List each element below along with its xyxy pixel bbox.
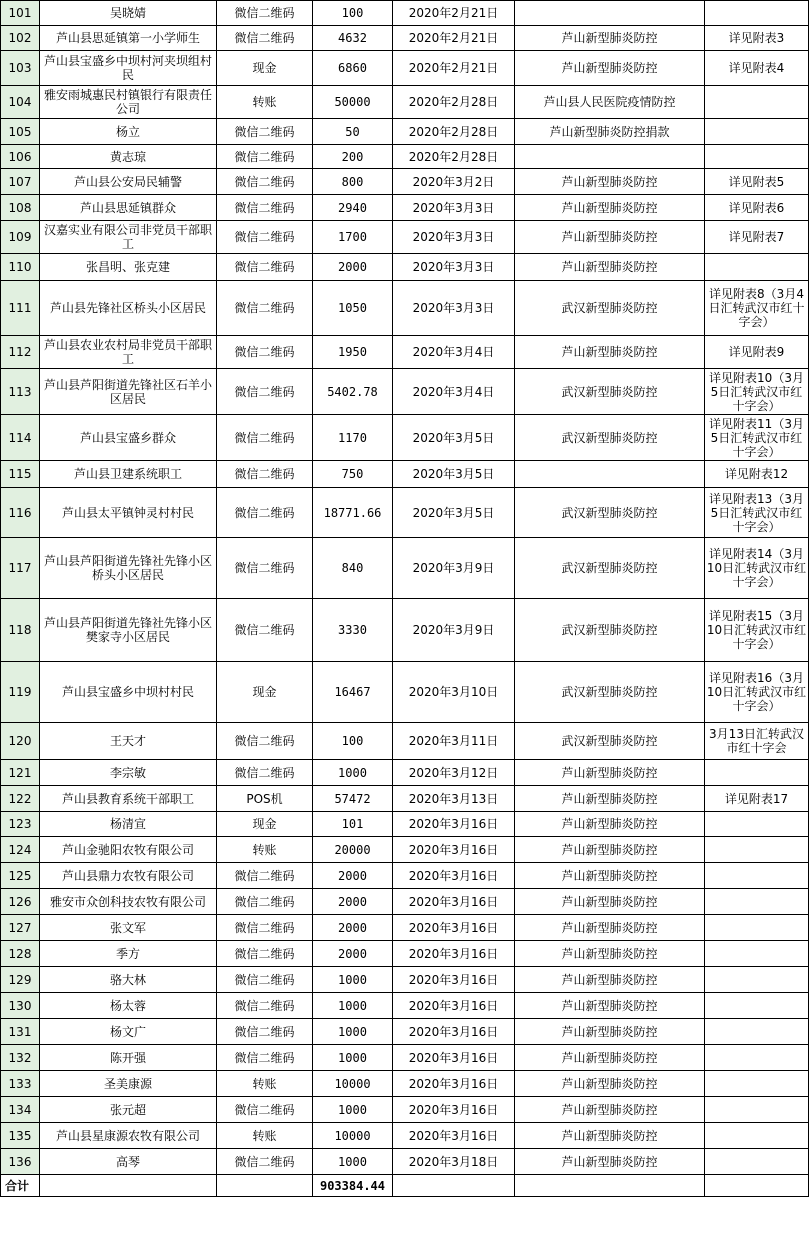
note-cell: 详见附表5: [705, 169, 809, 195]
method-cell: 微信二维码: [217, 369, 313, 415]
amount-cell: 57472: [313, 786, 393, 812]
amount-cell: 1000: [313, 967, 393, 993]
purpose-cell: 武汉新型肺炎防控: [515, 488, 705, 538]
method-cell: 微信二维码: [217, 281, 313, 336]
donor-cell: 骆大林: [40, 967, 217, 993]
method-cell: 转账: [217, 1123, 313, 1149]
note-cell: [705, 254, 809, 281]
purpose-cell: 武汉新型肺炎防控: [515, 369, 705, 415]
note-cell: 详见附表7: [705, 221, 809, 254]
total-empty-cell: [515, 1175, 705, 1197]
date-cell: 2020年3月5日: [393, 488, 515, 538]
amount-cell: 5402.78: [313, 369, 393, 415]
purpose-cell: 芦山新型肺炎防控: [515, 221, 705, 254]
donor-cell: 芦山县先锋社区桥头小区居民: [40, 281, 217, 336]
table-row: [1, 281, 809, 336]
amount-cell: 2000: [313, 941, 393, 967]
date-cell: 2020年3月3日: [393, 221, 515, 254]
date-cell: 2020年3月5日: [393, 461, 515, 488]
purpose-cell: 武汉新型肺炎防控: [515, 599, 705, 662]
table-row: [1, 254, 809, 281]
date-cell: 2020年2月28日: [393, 86, 515, 119]
method-cell: 微信二维码: [217, 119, 313, 145]
purpose-cell: 武汉新型肺炎防控: [515, 538, 705, 599]
note-cell: [705, 86, 809, 119]
method-cell: 转账: [217, 86, 313, 119]
amount-cell: 18771.66: [313, 488, 393, 538]
purpose-cell: 芦山新型肺炎防控: [515, 786, 705, 812]
date-cell: 2020年3月9日: [393, 599, 515, 662]
method-cell: 现金: [217, 812, 313, 837]
table-row: [1, 195, 809, 221]
table-row: [1, 1149, 809, 1175]
purpose-cell: 芦山新型肺炎防控: [515, 51, 705, 86]
method-cell: 微信二维码: [217, 599, 313, 662]
donor-cell: 杨清宣: [40, 812, 217, 837]
purpose-cell: 芦山新型肺炎防控: [515, 1045, 705, 1071]
method-cell: 现金: [217, 51, 313, 86]
note-cell: 详见附表10（3月5日汇转武汉市红十字会）: [705, 369, 809, 415]
note-cell: 详见附表16（3月10日汇转武汉市红十字会）: [705, 662, 809, 723]
amount-cell: 50: [313, 119, 393, 145]
row-number-cell: 107: [1, 169, 40, 195]
method-cell: 转账: [217, 1071, 313, 1097]
row-number-cell: 124: [1, 837, 40, 863]
note-cell: [705, 941, 809, 967]
note-cell: [705, 993, 809, 1019]
row-number-cell: 131: [1, 1019, 40, 1045]
row-number-cell: 126: [1, 889, 40, 915]
note-cell: [705, 863, 809, 889]
amount-cell: 2940: [313, 195, 393, 221]
method-cell: 现金: [217, 662, 313, 723]
table-row: [1, 889, 809, 915]
donor-cell: 张文军: [40, 915, 217, 941]
method-cell: 微信二维码: [217, 967, 313, 993]
row-number-cell: 109: [1, 221, 40, 254]
amount-cell: 20000: [313, 837, 393, 863]
donor-cell: 雅安市众创科技农牧有限公司: [40, 889, 217, 915]
purpose-cell: 武汉新型肺炎防控: [515, 723, 705, 760]
purpose-cell: [515, 1, 705, 26]
date-cell: 2020年3月16日: [393, 967, 515, 993]
purpose-cell: 芦山新型肺炎防控捐款: [515, 119, 705, 145]
method-cell: 微信二维码: [217, 169, 313, 195]
table-row: [1, 221, 809, 254]
table-row: [1, 336, 809, 369]
donor-cell: 芦山县芦阳街道先锋社区石羊小区居民: [40, 369, 217, 415]
note-cell: 详见附表8（3月4日汇转武汉市红十字会）: [705, 281, 809, 336]
method-cell: 微信二维码: [217, 760, 313, 786]
donor-cell: 芦山金驰阳农牧有限公司: [40, 837, 217, 863]
purpose-cell: 芦山新型肺炎防控: [515, 1097, 705, 1123]
row-number-cell: 129: [1, 967, 40, 993]
note-cell: 详见附表11（3月5日汇转武汉市红十字会）: [705, 415, 809, 461]
total-empty-cell: [393, 1175, 515, 1197]
date-cell: 2020年3月16日: [393, 915, 515, 941]
purpose-cell: 芦山新型肺炎防控: [515, 941, 705, 967]
note-cell: 详见附表15（3月10日汇转武汉市红十字会）: [705, 599, 809, 662]
note-cell: 详见附表6: [705, 195, 809, 221]
amount-cell: 1000: [313, 1045, 393, 1071]
date-cell: 2020年3月16日: [393, 1071, 515, 1097]
method-cell: 微信二维码: [217, 488, 313, 538]
table-body: [1, 1, 809, 1175]
note-cell: [705, 837, 809, 863]
method-cell: 微信二维码: [217, 461, 313, 488]
donor-cell: 吴晓婧: [40, 1, 217, 26]
table-row: [1, 26, 809, 51]
date-cell: 2020年2月28日: [393, 145, 515, 169]
row-number-cell: 121: [1, 760, 40, 786]
date-cell: 2020年3月11日: [393, 723, 515, 760]
note-cell: [705, 967, 809, 993]
table-row: [1, 538, 809, 599]
row-number-cell: 115: [1, 461, 40, 488]
row-number-cell: 111: [1, 281, 40, 336]
date-cell: 2020年3月13日: [393, 786, 515, 812]
amount-cell: 100: [313, 723, 393, 760]
donor-cell: 芦山县思延镇群众: [40, 195, 217, 221]
method-cell: 微信二维码: [217, 254, 313, 281]
total-empty-cell: [217, 1175, 313, 1197]
donor-cell: 雅安雨城惠民村镇银行有限责任公司: [40, 86, 217, 119]
purpose-cell: [515, 145, 705, 169]
amount-cell: 1000: [313, 1019, 393, 1045]
purpose-cell: 芦山新型肺炎防控: [515, 26, 705, 51]
table-row: [1, 786, 809, 812]
date-cell: 2020年3月4日: [393, 336, 515, 369]
table-row: [1, 1071, 809, 1097]
method-cell: 微信二维码: [217, 538, 313, 599]
note-cell: 详见附表12: [705, 461, 809, 488]
purpose-cell: 芦山新型肺炎防控: [515, 967, 705, 993]
total-empty-cell: [705, 1175, 809, 1197]
amount-cell: 1050: [313, 281, 393, 336]
table-row: [1, 51, 809, 86]
table-row: [1, 145, 809, 169]
date-cell: 2020年3月4日: [393, 369, 515, 415]
row-number-cell: 106: [1, 145, 40, 169]
purpose-cell: 芦山新型肺炎防控: [515, 863, 705, 889]
amount-cell: 2000: [313, 889, 393, 915]
method-cell: 微信二维码: [217, 1, 313, 26]
row-number-cell: 120: [1, 723, 40, 760]
note-cell: 详见附表13（3月5日汇转武汉市红十字会）: [705, 488, 809, 538]
amount-cell: 101: [313, 812, 393, 837]
date-cell: 2020年3月12日: [393, 760, 515, 786]
donor-cell: 芦山县宝盛乡群众: [40, 415, 217, 461]
total-amount: 903384.44: [313, 1175, 393, 1197]
table-row: [1, 1045, 809, 1071]
date-cell: 2020年3月16日: [393, 812, 515, 837]
purpose-cell: [515, 461, 705, 488]
table-row: [1, 1097, 809, 1123]
donor-cell: 芦山县芦阳街道先锋社先锋小区樊家寺小区居民: [40, 599, 217, 662]
table-row: [1, 169, 809, 195]
method-cell: 微信二维码: [217, 889, 313, 915]
table-row: [1, 662, 809, 723]
table-row: [1, 993, 809, 1019]
amount-cell: 2000: [313, 863, 393, 889]
date-cell: 2020年3月16日: [393, 1045, 515, 1071]
method-cell: 微信二维码: [217, 863, 313, 889]
amount-cell: 50000: [313, 86, 393, 119]
table-row: [1, 119, 809, 145]
amount-cell: 2000: [313, 915, 393, 941]
row-number-cell: 112: [1, 336, 40, 369]
row-number-cell: 130: [1, 993, 40, 1019]
purpose-cell: 芦山新型肺炎防控: [515, 889, 705, 915]
amount-cell: 750: [313, 461, 393, 488]
note-cell: [705, 812, 809, 837]
purpose-cell: 芦山新型肺炎防控: [515, 837, 705, 863]
amount-cell: 1000: [313, 993, 393, 1019]
purpose-cell: 芦山新型肺炎防控: [515, 1149, 705, 1175]
donor-cell: 芦山县芦阳街道先锋社先锋小区桥头小区居民: [40, 538, 217, 599]
amount-cell: 1000: [313, 760, 393, 786]
row-number-cell: 101: [1, 1, 40, 26]
row-number-cell: 114: [1, 415, 40, 461]
method-cell: 微信二维码: [217, 723, 313, 760]
total-row: [1, 1175, 809, 1197]
note-cell: [705, 1071, 809, 1097]
row-number-cell: 127: [1, 915, 40, 941]
table-row: [1, 488, 809, 538]
row-number-cell: 123: [1, 812, 40, 837]
table-row: [1, 967, 809, 993]
note-cell: [705, 915, 809, 941]
method-cell: 微信二维码: [217, 1045, 313, 1071]
purpose-cell: 芦山新型肺炎防控: [515, 915, 705, 941]
donor-cell: 芦山县太平镇钟灵村村民: [40, 488, 217, 538]
donor-cell: 芦山县宝盛乡中坝村村民: [40, 662, 217, 723]
note-cell: [705, 1, 809, 26]
purpose-cell: 芦山新型肺炎防控: [515, 1071, 705, 1097]
note-cell: 详见附表3: [705, 26, 809, 51]
method-cell: 微信二维码: [217, 1149, 313, 1175]
purpose-cell: 武汉新型肺炎防控: [515, 662, 705, 723]
donor-cell: 王天才: [40, 723, 217, 760]
amount-cell: 1170: [313, 415, 393, 461]
date-cell: 2020年3月18日: [393, 1149, 515, 1175]
note-cell: 详见附表9: [705, 336, 809, 369]
purpose-cell: 武汉新型肺炎防控: [515, 281, 705, 336]
row-number-cell: 134: [1, 1097, 40, 1123]
donor-cell: 芦山县星康源农牧有限公司: [40, 1123, 217, 1149]
table-row: [1, 812, 809, 837]
donor-cell: 杨立: [40, 119, 217, 145]
method-cell: 微信二维码: [217, 1097, 313, 1123]
table-row: [1, 941, 809, 967]
amount-cell: 1700: [313, 221, 393, 254]
note-cell: [705, 1045, 809, 1071]
donor-cell: 芦山县农业农村局非党员干部职工: [40, 336, 217, 369]
note-cell: [705, 1097, 809, 1123]
table-row: [1, 915, 809, 941]
method-cell: 微信二维码: [217, 26, 313, 51]
date-cell: 2020年3月2日: [393, 169, 515, 195]
date-cell: 2020年2月28日: [393, 119, 515, 145]
method-cell: 微信二维码: [217, 336, 313, 369]
note-cell: [705, 119, 809, 145]
method-cell: 微信二维码: [217, 221, 313, 254]
amount-cell: 840: [313, 538, 393, 599]
row-number-cell: 128: [1, 941, 40, 967]
purpose-cell: 芦山新型肺炎防控: [515, 993, 705, 1019]
donor-cell: 高琴: [40, 1149, 217, 1175]
date-cell: 2020年3月3日: [393, 195, 515, 221]
donor-cell: 芦山县卫建系统职工: [40, 461, 217, 488]
amount-cell: 16467: [313, 662, 393, 723]
table-row: [1, 837, 809, 863]
date-cell: 2020年3月16日: [393, 941, 515, 967]
date-cell: 2020年3月16日: [393, 993, 515, 1019]
amount-cell: 800: [313, 169, 393, 195]
amount-cell: 6860: [313, 51, 393, 86]
row-number-cell: 103: [1, 51, 40, 86]
row-number-cell: 116: [1, 488, 40, 538]
date-cell: 2020年2月21日: [393, 26, 515, 51]
total-label: 合计: [1, 1175, 40, 1197]
purpose-cell: 芦山新型肺炎防控: [515, 195, 705, 221]
donor-cell: 汉嘉实业有限公司非党员干部职工: [40, 221, 217, 254]
row-number-cell: 133: [1, 1071, 40, 1097]
amount-cell: 1000: [313, 1097, 393, 1123]
amount-cell: 1000: [313, 1149, 393, 1175]
donor-cell: 杨文广: [40, 1019, 217, 1045]
method-cell: 微信二维码: [217, 915, 313, 941]
row-number-cell: 122: [1, 786, 40, 812]
row-number-cell: 104: [1, 86, 40, 119]
method-cell: 微信二维码: [217, 993, 313, 1019]
donor-cell: 陈开强: [40, 1045, 217, 1071]
date-cell: 2020年3月16日: [393, 1019, 515, 1045]
table-row: [1, 415, 809, 461]
donor-cell: 芦山县教育系统干部职工: [40, 786, 217, 812]
purpose-cell: 芦山新型肺炎防控: [515, 812, 705, 837]
note-cell: 详见附表17: [705, 786, 809, 812]
note-cell: [705, 1019, 809, 1045]
donor-cell: 芦山县鼎力农牧有限公司: [40, 863, 217, 889]
date-cell: 2020年3月3日: [393, 254, 515, 281]
purpose-cell: 芦山新型肺炎防控: [515, 169, 705, 195]
donor-cell: 张元超: [40, 1097, 217, 1123]
note-cell: [705, 145, 809, 169]
purpose-cell: 芦山县人民医院疫情防控: [515, 86, 705, 119]
method-cell: 微信二维码: [217, 941, 313, 967]
note-cell: [705, 1123, 809, 1149]
donor-cell: 芦山县宝盛乡中坝村河夹坝组村民: [40, 51, 217, 86]
row-number-cell: 113: [1, 369, 40, 415]
date-cell: 2020年3月16日: [393, 863, 515, 889]
amount-cell: 10000: [313, 1071, 393, 1097]
date-cell: 2020年3月9日: [393, 538, 515, 599]
date-cell: 2020年3月10日: [393, 662, 515, 723]
method-cell: 转账: [217, 837, 313, 863]
note-cell: [705, 1149, 809, 1175]
note-cell: [705, 889, 809, 915]
method-cell: 微信二维码: [217, 415, 313, 461]
purpose-cell: 武汉新型肺炎防控: [515, 415, 705, 461]
table-row: [1, 86, 809, 119]
date-cell: 2020年3月3日: [393, 281, 515, 336]
donor-cell: 李宗敏: [40, 760, 217, 786]
row-number-cell: 132: [1, 1045, 40, 1071]
row-number-cell: 136: [1, 1149, 40, 1175]
date-cell: 2020年3月16日: [393, 1097, 515, 1123]
amount-cell: 3330: [313, 599, 393, 662]
donor-cell: 芦山县思延镇第一小学师生: [40, 26, 217, 51]
row-number-cell: 110: [1, 254, 40, 281]
amount-cell: 1950: [313, 336, 393, 369]
amount-cell: 200: [313, 145, 393, 169]
row-number-cell: 105: [1, 119, 40, 145]
donor-cell: 张昌明、张克建: [40, 254, 217, 281]
purpose-cell: 芦山新型肺炎防控: [515, 1123, 705, 1149]
amount-cell: 100: [313, 1, 393, 26]
table-row: [1, 1, 809, 26]
date-cell: 2020年2月21日: [393, 1, 515, 26]
note-cell: 详见附表4: [705, 51, 809, 86]
donor-cell: 黄志琼: [40, 145, 217, 169]
note-cell: 3月13日汇转武汉市红十字会: [705, 723, 809, 760]
method-cell: 微信二维码: [217, 145, 313, 169]
note-cell: 详见附表14（3月10日汇转武汉市红十字会）: [705, 538, 809, 599]
total-empty-cell: [40, 1175, 217, 1197]
date-cell: 2020年3月16日: [393, 889, 515, 915]
donor-cell: 芦山县公安局民辅警: [40, 169, 217, 195]
method-cell: POS机: [217, 786, 313, 812]
table-row: [1, 461, 809, 488]
amount-cell: 10000: [313, 1123, 393, 1149]
date-cell: 2020年2月21日: [393, 51, 515, 86]
table-row: [1, 863, 809, 889]
table-row: [1, 760, 809, 786]
purpose-cell: 芦山新型肺炎防控: [515, 336, 705, 369]
date-cell: 2020年3月5日: [393, 415, 515, 461]
row-number-cell: 108: [1, 195, 40, 221]
row-number-cell: 125: [1, 863, 40, 889]
donor-cell: 杨太蓉: [40, 993, 217, 1019]
date-cell: 2020年3月16日: [393, 837, 515, 863]
table-row: [1, 1019, 809, 1045]
amount-cell: 2000: [313, 254, 393, 281]
purpose-cell: 芦山新型肺炎防控: [515, 760, 705, 786]
row-number-cell: 102: [1, 26, 40, 51]
row-number-cell: 118: [1, 599, 40, 662]
method-cell: 微信二维码: [217, 1019, 313, 1045]
row-number-cell: 119: [1, 662, 40, 723]
table-row: [1, 723, 809, 760]
note-cell: [705, 760, 809, 786]
table-row: [1, 369, 809, 415]
table-row: [1, 1123, 809, 1149]
table-row: [1, 599, 809, 662]
amount-cell: 4632: [313, 26, 393, 51]
donor-cell: 圣美康源: [40, 1071, 217, 1097]
row-number-cell: 135: [1, 1123, 40, 1149]
purpose-cell: 芦山新型肺炎防控: [515, 1019, 705, 1045]
date-cell: 2020年3月16日: [393, 1123, 515, 1149]
donor-cell: 季方: [40, 941, 217, 967]
purpose-cell: 芦山新型肺炎防控: [515, 254, 705, 281]
row-number-cell: 117: [1, 538, 40, 599]
method-cell: 微信二维码: [217, 195, 313, 221]
